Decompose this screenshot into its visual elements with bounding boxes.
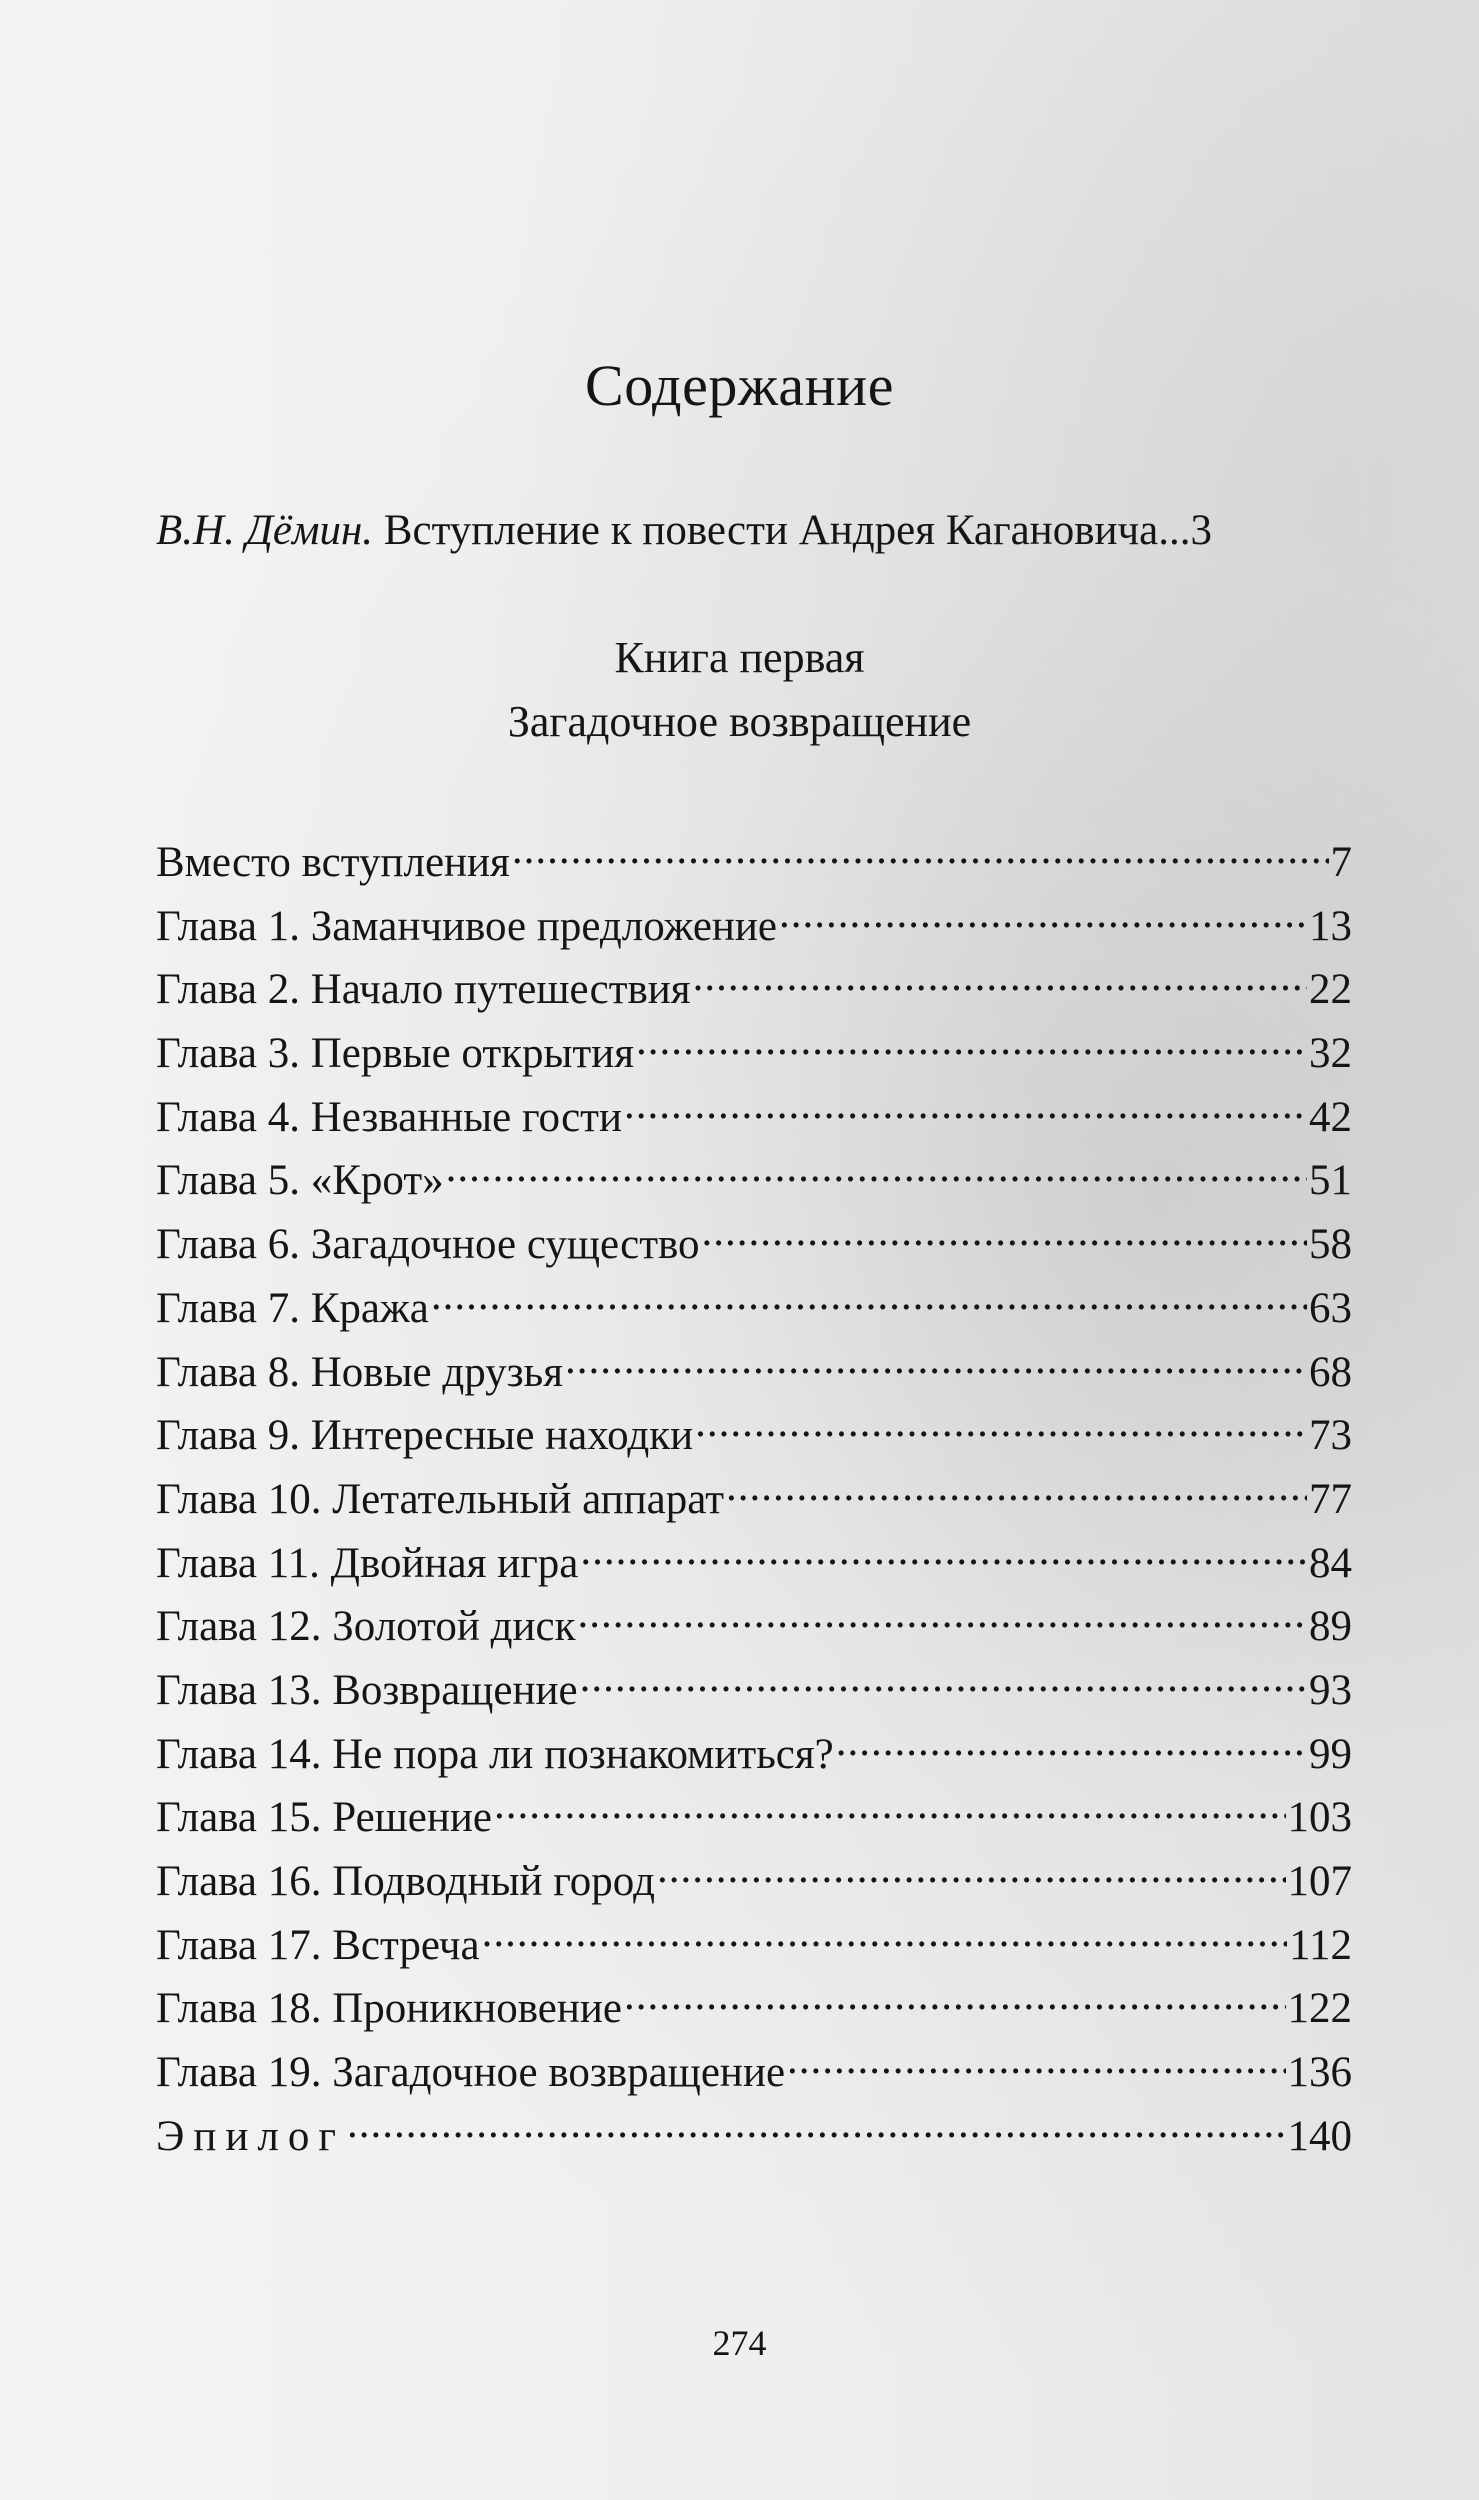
page-number: 274 bbox=[712, 2323, 767, 2363]
toc-entry-page: 136 bbox=[1287, 2049, 1352, 2097]
toc-entry bbox=[156, 951, 1352, 1015]
toc-entry-page: 42 bbox=[1309, 1093, 1352, 1141]
toc-entry bbox=[156, 1652, 1352, 1716]
toc-entry-label: Глава 18. Проникновение bbox=[156, 1985, 622, 2033]
toc-dot-leader bbox=[693, 951, 1307, 1003]
toc-entry-label: Глава 15. Решение bbox=[156, 1794, 492, 1842]
table-of-contents bbox=[156, 824, 1352, 2161]
toc-entry-page: 58 bbox=[1309, 1221, 1352, 1269]
toc-dot-leader bbox=[431, 1270, 1307, 1322]
toc-entry bbox=[156, 824, 1352, 888]
toc-entry-page: 103 bbox=[1287, 1794, 1352, 1842]
toc-dot-leader bbox=[565, 1334, 1307, 1386]
toc-dot-leader bbox=[695, 1397, 1307, 1449]
toc-entry-page: 68 bbox=[1309, 1348, 1352, 1396]
toc-entry bbox=[156, 2034, 1352, 2098]
toc-dot-leader bbox=[787, 2034, 1285, 2086]
toc-entry-page: 99 bbox=[1309, 1730, 1352, 1778]
toc-entry-page: 122 bbox=[1287, 1985, 1352, 2033]
toc-entry-label: Глава 17. Встреча bbox=[156, 1921, 480, 1969]
toc-dot-leader bbox=[446, 1142, 1307, 1194]
toc-dot-leader bbox=[657, 1843, 1286, 1895]
toc-dot-leader bbox=[624, 1970, 1286, 2022]
toc-entry-label: Глава 3. Первые открытия bbox=[156, 1030, 634, 1078]
toc-entry-page: 140 bbox=[1287, 2112, 1352, 2160]
toc-dot-leader bbox=[726, 1461, 1307, 1513]
intro-entry bbox=[156, 505, 1350, 557]
toc-entry bbox=[156, 1843, 1352, 1907]
toc-dot-leader bbox=[580, 1652, 1307, 1704]
toc-entry-label: Глава 7. Кража bbox=[156, 1284, 429, 1332]
toc-entry-label: Эпилог bbox=[156, 2112, 346, 2160]
toc-entry bbox=[156, 1079, 1352, 1143]
toc-dot-leader bbox=[836, 1716, 1307, 1768]
toc-entry-label: Глава 6. Загадочное существо bbox=[156, 1221, 700, 1269]
toc-dot-leader bbox=[494, 1779, 1286, 1831]
book-name-heading: Загадочное возвращение bbox=[507, 697, 972, 746]
toc-dot-leader bbox=[577, 1588, 1307, 1640]
toc-entry bbox=[156, 1970, 1352, 2034]
toc-entry-page: 107 bbox=[1287, 1858, 1352, 1905]
toc-entry bbox=[156, 1015, 1352, 1079]
toc-entry-label: Глава 2. Начало путешествия bbox=[156, 966, 691, 1014]
toc-entry-label: Глава 14. Не пора ли познакомиться? bbox=[156, 1730, 834, 1778]
toc-entry bbox=[156, 888, 1352, 952]
toc-entry-page: 77 bbox=[1309, 1475, 1352, 1523]
toc-entry-page: 63 bbox=[1309, 1284, 1352, 1332]
toc-entry-label: Глава 10. Летательный аппарат bbox=[156, 1475, 724, 1523]
toc-entry-label: Глава 12. Золотой диск bbox=[156, 1603, 576, 1651]
toc-entry bbox=[156, 2098, 1352, 2162]
toc-entry-label: Вместо вступления bbox=[156, 839, 510, 886]
intro-author: В.Н. Дёмин. bbox=[156, 507, 374, 554]
toc-entry-label: Глава 1. Заманчивое предложение bbox=[156, 902, 778, 950]
toc-entry-label: Глава 9. Интересные находки bbox=[156, 1412, 694, 1460]
toc-entry-page: 51 bbox=[1309, 1157, 1352, 1205]
toc-entry-label: Глава 16. Подводный город bbox=[156, 1858, 655, 1905]
toc-entry-page: 22 bbox=[1309, 966, 1352, 1014]
toc-entry-page: 73 bbox=[1309, 1412, 1352, 1460]
toc-entry-page: 84 bbox=[1309, 1539, 1352, 1587]
toc-entry-label: Глава 8. Новые друзья bbox=[156, 1348, 564, 1396]
toc-entry bbox=[156, 1270, 1352, 1334]
toc-entry bbox=[156, 1907, 1352, 1971]
toc-entry bbox=[156, 1397, 1352, 1461]
toc-entry-page: 93 bbox=[1309, 1666, 1352, 1714]
toc-dot-leader bbox=[482, 1907, 1288, 1959]
intro-text: Вступление к повести Андрея Кагановича...3 bbox=[373, 507, 1212, 554]
toc-entry-page: 89 bbox=[1309, 1603, 1352, 1651]
toc-entry bbox=[156, 1334, 1352, 1398]
toc-entry-label: Глава 5. «Крот» bbox=[156, 1157, 444, 1205]
toc-entry-page: 32 bbox=[1309, 1030, 1352, 1078]
toc-dot-leader bbox=[702, 1206, 1307, 1258]
toc-entry bbox=[156, 1206, 1352, 1270]
toc-entry-page: 112 bbox=[1289, 1921, 1352, 1969]
toc-entry-label: Глава 13. Возвращение bbox=[156, 1666, 578, 1714]
toc-entry-page: 7 bbox=[1330, 839, 1352, 886]
toc-entry bbox=[156, 1716, 1352, 1780]
toc-dot-leader bbox=[779, 888, 1307, 940]
toc-entry bbox=[156, 1525, 1352, 1589]
toc-entry bbox=[156, 1588, 1352, 1652]
book-number-heading: Книга первая bbox=[614, 633, 865, 682]
toc-dot-leader bbox=[636, 1015, 1307, 1067]
toc-dot-leader bbox=[624, 1079, 1307, 1131]
toc-dot-leader bbox=[580, 1525, 1307, 1577]
page-title: Содержание bbox=[585, 353, 894, 418]
toc-entry-label: Глава 19. Загадочное возвращение bbox=[156, 2049, 786, 2097]
toc-entry-page: 13 bbox=[1309, 902, 1352, 950]
toc-entry bbox=[156, 1142, 1352, 1206]
toc-entry-label: Глава 11. Двойная игра bbox=[156, 1539, 579, 1587]
toc-dot-leader bbox=[512, 824, 1329, 876]
toc-dot-leader bbox=[347, 2098, 1285, 2150]
toc-entry bbox=[156, 1461, 1352, 1525]
toc-entry bbox=[156, 1779, 1352, 1843]
toc-entry-label: Глава 4. Незванные гости bbox=[156, 1093, 622, 1141]
